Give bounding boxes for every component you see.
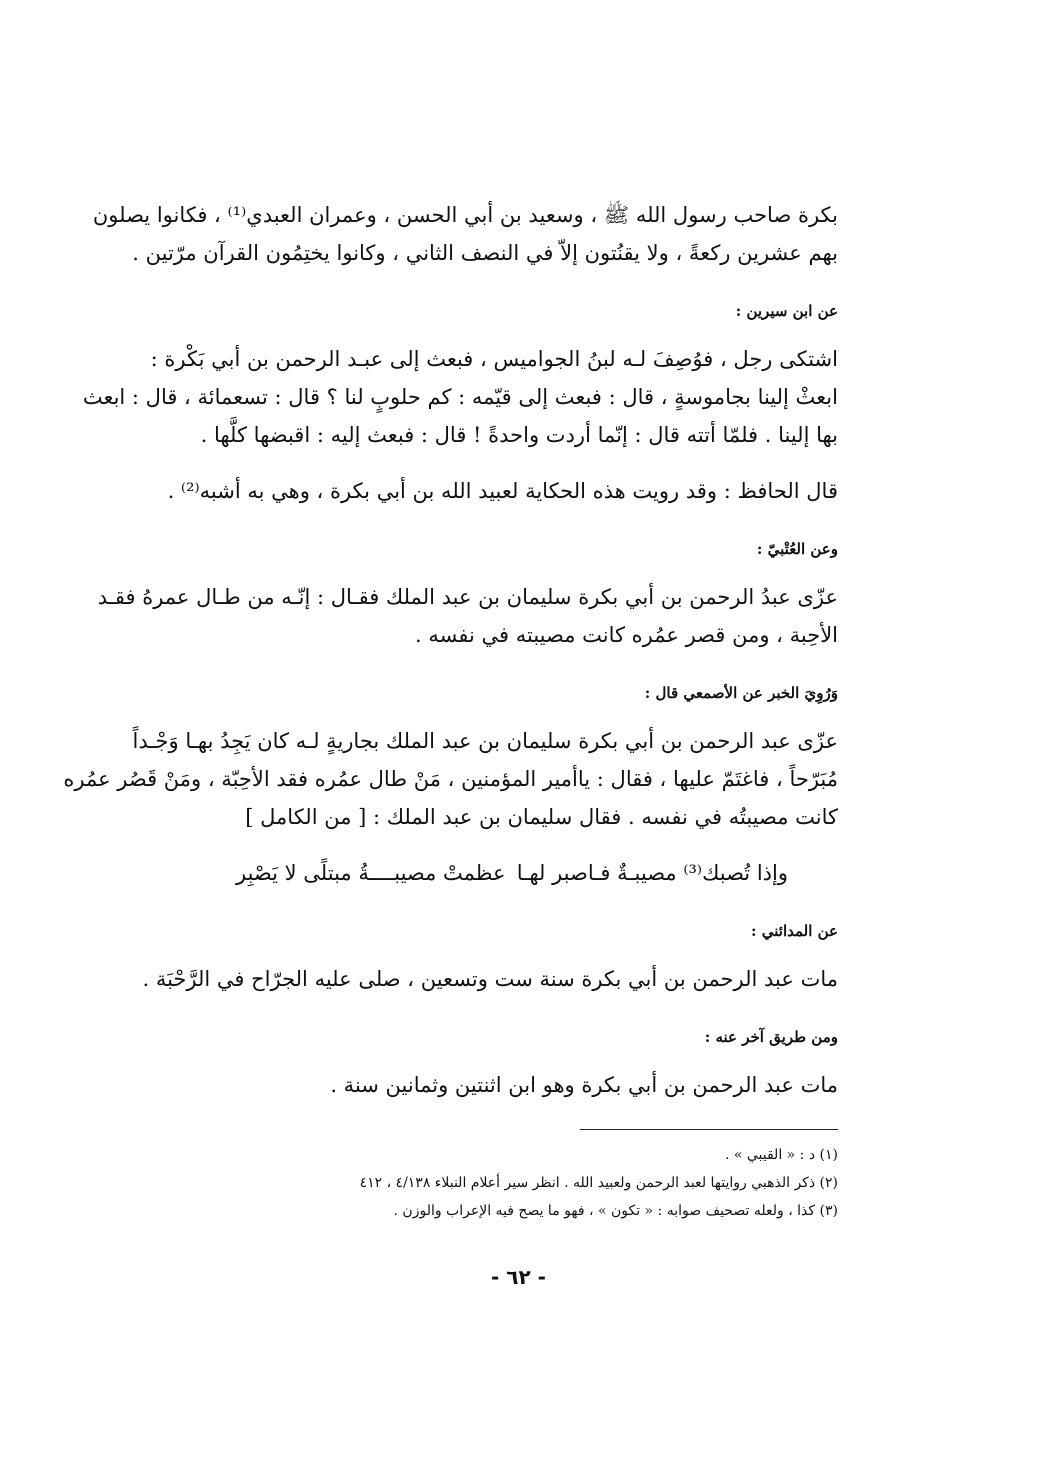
paragraph-6 <box>142 960 838 998</box>
paragraph-1 <box>92 196 838 272</box>
footnote-separator <box>580 1129 838 1130</box>
text-line: بكرة صاحب رسول الله ﷺ ، وسعيد بن أبي الحسن ، وعمران العبدي⁽¹⁾ ، فكانوا يصلون <box>92 203 838 227</box>
paragraph-4 <box>97 578 838 654</box>
text-line: ابعثْ إلينا بجاموسةٍ ، قال : فبعث إلى قيّمه : كم حلوبٍ لنا ؟ قال : تسعمائة ، قال : ابعث <box>82 385 838 409</box>
paragraph-7 <box>170 1066 838 1104</box>
text-line: الأحِبة ، ومن قصر عمُره كانت مصيبته في نفسه . <box>415 623 838 647</box>
footnote-3: (٣) كذا ، ولعله تصحيف صوابه : « تكون » ، فهو ما يصح فيه الإعراب والوزن . <box>393 1203 838 1219</box>
paragraph-3 <box>167 472 838 510</box>
paragraph-5 <box>63 722 838 836</box>
section-heading-utbi: وعن العُتْبيّ : <box>756 540 838 558</box>
text-line: مات عبد الرحمن بن أبي بكرة سنة ست وتسعين ، صلى عليه الجرّاح في الرَّحْبَة . <box>142 967 838 991</box>
text-line: بها إلينا . فلمّا أتته قال : إنّما أردت واحدةً ! قال : فبعث إليه : اقبضها كلَّها . <box>200 423 838 447</box>
section-heading-madaini: عن المدائني : <box>750 922 838 940</box>
verse-second-hemistich: عظمتْ مصيبــــةُ مبتلًى لا يَصْبِر <box>236 861 506 885</box>
paragraph-2 <box>82 340 838 454</box>
text-line: عزّى عبدُ الرحمن بن أبي بكرة سليمان بن عبد الملك فقـال : إنّـه من طـال عمرهُ فقـد <box>97 585 838 609</box>
text-line: كانت مصيبتُه في نفسه . فقال سليمان بن عبد الملك : [ من الكامل ] <box>245 805 838 829</box>
page-number: - ٦٢ - <box>491 1265 546 1289</box>
text-line: مات عبد الرحمن بن أبي بكرة وهو ابن اثنتين وثمانين سنة . <box>330 1073 838 1097</box>
text-line: مُبَرّحاً ، فاغتَمّ عليها ، فقال : ياأمير المؤمنين ، مَنْ طال عمُره فقد الأحِبّة ، ومَنْ قَصُر عمُره <box>63 767 838 791</box>
footnote-2: (٢) ذكر الذهبي روايتها لعبد الرحمن ولعبيد الله . انظر سير أعلام النبلاء ٤/١٣٨ ، ٤١٢ <box>359 1175 838 1191</box>
text-line: اشتكى رجل ، فوُصِفَ لـه لبنُ الجواميس ، فبعث إلى عبـد الرحمن بن أبي بَكْرة : <box>150 347 838 371</box>
section-heading-other-route: ومن طريق آخر عنه : <box>704 1028 838 1046</box>
text-line: بهم عشرين ركعةً ، ولا يقنُتون إلاّ في النصف الثاني ، وكانوا يختِمُون القرآن مرّتين . <box>132 241 838 265</box>
text-line: عزّى عبد الرحمن بن أبي بكرة سليمان بن عبد الملك بجاريةٍ لـه كان يَجِدُ بهـا وَجْـداً <box>132 729 838 753</box>
footnote-1: (١) د : « القيبي » . <box>724 1147 838 1163</box>
text-line: قال الحافظ : وقد رويت هذه الحكاية لعبيد الله بن أبي بكرة ، وهي به أشبه⁽²⁾ . <box>167 479 838 503</box>
verse-first-hemistich: وإذا تُصبك⁽³⁾ مصيبـةٌ فـاصبر لهـا <box>516 861 788 885</box>
footnotes <box>170 1141 838 1225</box>
section-heading-ibn-sirin: عن ابن سيرين : <box>735 302 838 320</box>
main-text <box>63 196 838 1104</box>
section-heading-asmai: وَرُوِيَ الخبر عن الأصمعي قال : <box>644 684 838 702</box>
poetry-verse <box>236 854 788 892</box>
